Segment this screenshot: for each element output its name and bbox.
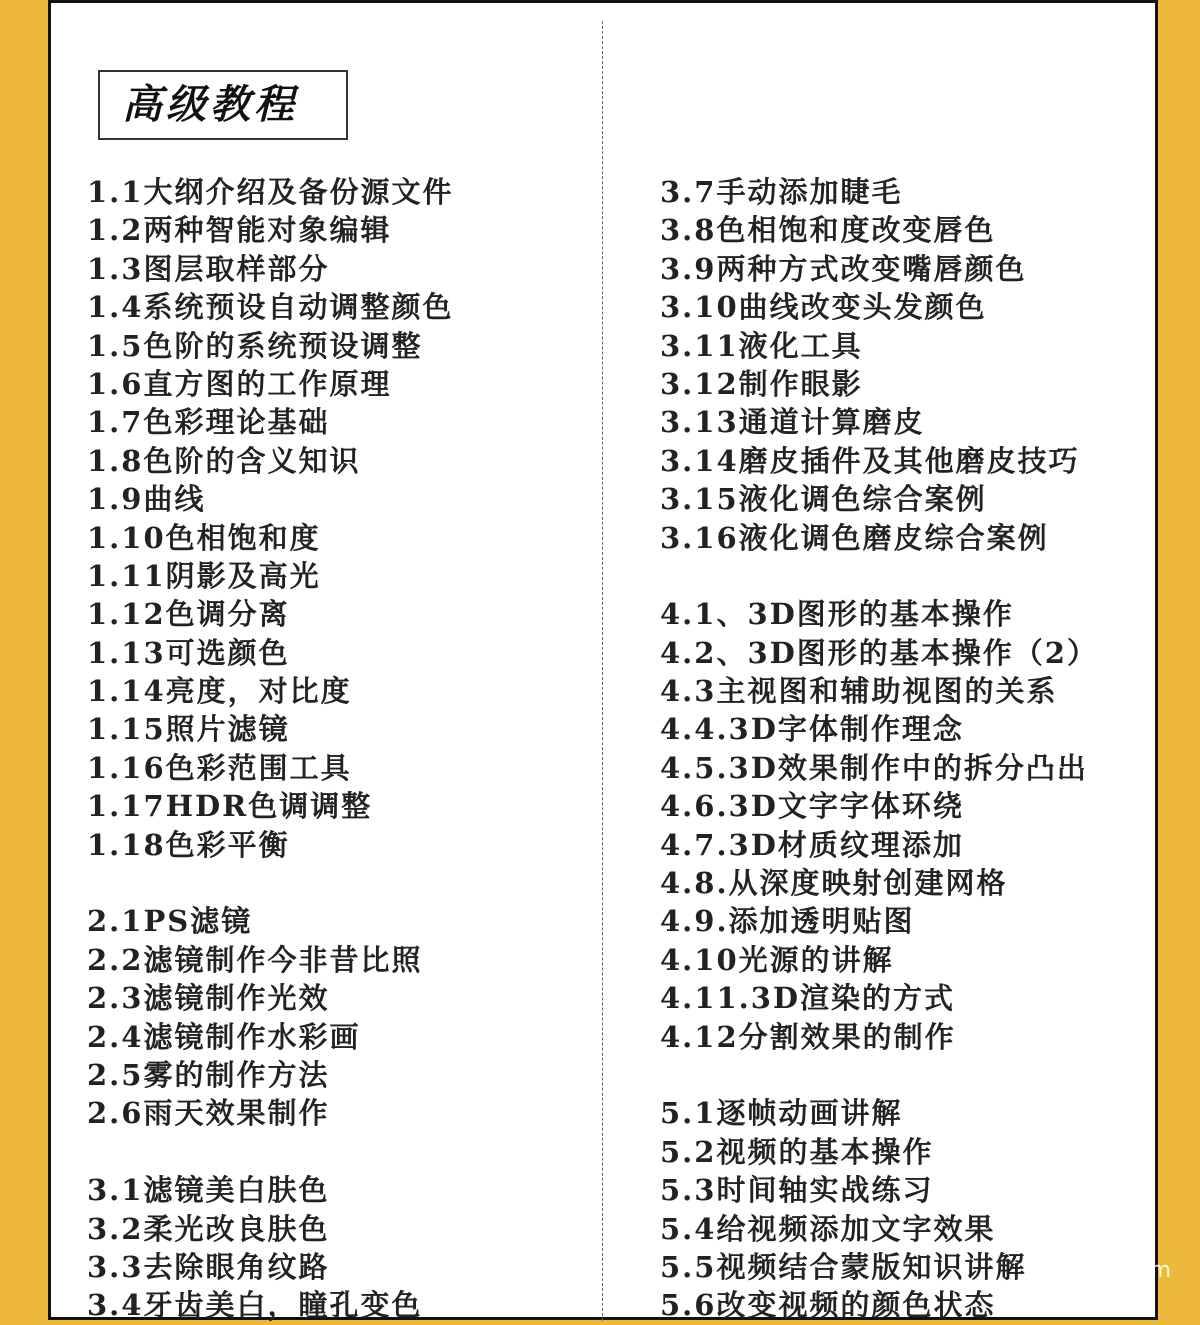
lesson-item: 4.8.从深度映射创建网格	[660, 866, 1008, 901]
lesson-item: 3.15液化调色综合案例	[660, 482, 987, 517]
lesson-item: 5.2视频的基本操作	[660, 1134, 934, 1169]
lesson-item: 1.12色调分离	[87, 597, 290, 632]
lesson-item: 1.3图层取样部分	[87, 251, 330, 286]
lesson-item: 5.6改变视频的颜色状态	[660, 1288, 996, 1323]
lesson-item: 4.1、3D图形的基本操作	[660, 597, 1014, 632]
lesson-item: 1.16色彩范围工具	[87, 750, 352, 785]
lesson-item: 2.1PS滤镜	[87, 904, 253, 939]
list-gap	[87, 1133, 453, 1171]
lesson-item: 4.6.3D文字字体环绕	[660, 789, 964, 824]
lesson-item: 5.4给视频添加文字效果	[660, 1211, 996, 1246]
lesson-item: 3.16液化调色磨皮综合案例	[660, 520, 1049, 555]
right-course-list	[660, 173, 1098, 1325]
lesson-item: 1.10色相饱和度	[87, 520, 321, 555]
lesson-item: 1.6直方图的工作原理	[87, 366, 392, 401]
lesson-item: 1.4系统预设自动调整颜色	[87, 290, 454, 325]
lesson-item: 1.2两种智能对象编辑	[87, 213, 392, 248]
lesson-item: 1.7色彩理论基础	[87, 405, 330, 440]
lesson-item: 3.11液化工具	[660, 328, 863, 363]
lesson-item: 4.12分割效果的制作	[660, 1019, 956, 1054]
lesson-item: 5.1逐帧动画讲解	[660, 1096, 903, 1131]
lesson-item: 4.10光源的讲解	[660, 942, 894, 977]
page-title: 高级教程	[122, 82, 298, 128]
lesson-item: 4.3主视图和辅助视图的关系	[660, 674, 1058, 709]
content-card	[48, 0, 1158, 1323]
lesson-item: 2.5雾的制作方法	[87, 1057, 330, 1092]
lesson-item: 2.6雨天效果制作	[87, 1096, 330, 1131]
lesson-item: 3.12制作眼影	[660, 366, 863, 401]
lesson-item: 3.14磨皮插件及其他磨皮技巧	[660, 443, 1080, 478]
lesson-item: 1.5色阶的系统预设调整	[87, 328, 423, 363]
lesson-item: 1.18色彩平衡	[87, 827, 290, 862]
lesson-item: 3.8色相饱和度改变唇色	[660, 213, 996, 248]
lesson-item: 1.14亮度，对比度	[87, 674, 352, 709]
lesson-item: 4.11.3D渲染的方式	[660, 981, 956, 1016]
lesson-item: 2.4滤镜制作水彩画	[87, 1019, 361, 1054]
watermark: m	[1149, 1258, 1172, 1283]
lesson-item: 3.2柔光改良肤色	[87, 1211, 330, 1246]
list-gap	[87, 864, 453, 902]
lesson-item: 1.11阴影及高光	[87, 558, 321, 593]
list-gap	[660, 1056, 1098, 1094]
lesson-item: 3.13通道计算磨皮	[660, 405, 925, 440]
lesson-item: 4.7.3D材质纹理添加	[660, 827, 964, 862]
lesson-item: 3.10曲线改变头发颜色	[660, 290, 987, 325]
lesson-item: 3.4牙齿美白，瞳孔变色	[87, 1288, 423, 1323]
lesson-item: 3.9两种方式改变嘴唇颜色	[660, 251, 1027, 286]
lesson-item: 4.5.3D效果制作中的拆分凸出	[660, 750, 1088, 785]
lesson-item: 2.3滤镜制作光效	[87, 981, 330, 1016]
lesson-item: 1.8色阶的含义知识	[87, 443, 361, 478]
list-gap	[660, 557, 1098, 595]
column-divider	[602, 21, 603, 1321]
lesson-item: 1.1大纲介绍及备份源文件	[87, 175, 454, 209]
lesson-item: 3.3去除眼角纹路	[87, 1249, 330, 1284]
lesson-item: 4.4.3D字体制作理念	[660, 712, 964, 747]
lesson-item: 4.9.添加透明贴图	[660, 904, 915, 939]
lesson-item: 5.3时间轴实战练习	[660, 1173, 934, 1208]
lesson-item: 2.2滤镜制作今非昔比照	[87, 942, 423, 977]
lesson-item: 4.2、3D图形的基本操作（2）	[660, 635, 1098, 670]
left-course-list	[87, 173, 453, 1325]
lesson-item: 1.15照片滤镜	[87, 712, 290, 747]
lesson-item: 3.7手动添加睫毛	[660, 175, 903, 209]
lesson-item: 1.13可选颜色	[87, 635, 290, 670]
lesson-item: 1.17HDR色调调整	[87, 789, 373, 824]
lesson-item: 3.1滤镜美白肤色	[87, 1173, 330, 1208]
lesson-item: 5.5视频结合蒙版知识讲解	[660, 1249, 1027, 1284]
lesson-item: 1.9曲线	[87, 482, 206, 517]
title-box	[98, 70, 348, 140]
